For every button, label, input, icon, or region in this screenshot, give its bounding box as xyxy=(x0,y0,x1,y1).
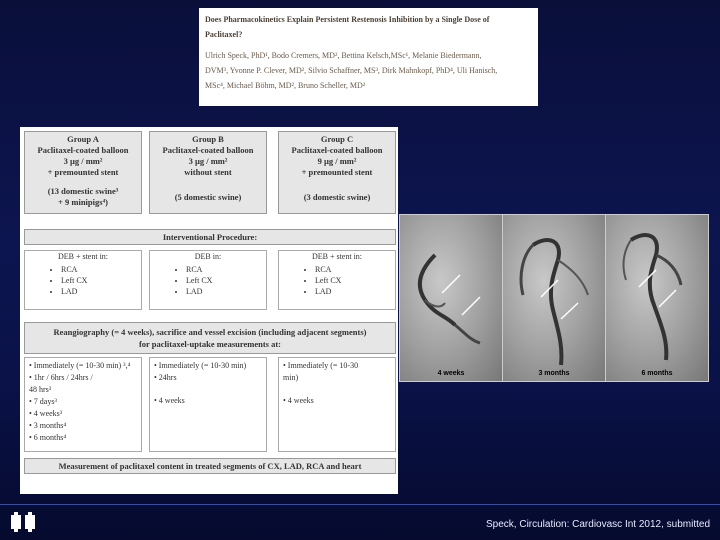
procedure-item: • RCA xyxy=(186,264,266,275)
procedure-item: • Left CX xyxy=(61,275,141,286)
institution-logo-icon xyxy=(10,512,38,532)
procedure-item: • LAD xyxy=(186,286,266,297)
paper-title xyxy=(205,12,532,42)
timepoint-item: • 4 weeks³ xyxy=(29,409,63,418)
timepoint-item: • 6 months⁴ xyxy=(29,433,67,442)
procedure-head: DEB + stent in: xyxy=(57,252,109,261)
interventional-procedure-bar: Interventional Procedure: xyxy=(24,229,396,245)
timepoint-item: • Immediately (= 10-30 xyxy=(283,361,359,370)
group-c-box xyxy=(278,131,396,214)
title-line-1: Does Pharmacokinetics Explain Persistent Restenosis Inhibition by a Single Dose of xyxy=(205,15,490,24)
authors-line-1: Ulrich Speck, PhD¹, Bodo Cremers, MD², Bettina Kelsch,MSc¹, Melanie Biedermann, xyxy=(205,51,482,60)
procedure-column-a xyxy=(24,250,142,310)
procedure-item: • RCA xyxy=(315,264,395,275)
procedure-item: • LAD xyxy=(61,286,141,297)
group-line: Paclitaxel-coated balloon xyxy=(162,145,254,155)
paper-title-card xyxy=(199,8,538,106)
vessel-drawing xyxy=(606,215,708,381)
group-line: + premounted stent xyxy=(301,167,373,177)
procedure-head: DEB in: xyxy=(194,252,222,261)
angiogram-label: 6 months xyxy=(641,370,673,377)
timepoint-item: • Immediately (= 10-30 min) ³,⁴ xyxy=(29,361,131,370)
vessel-drawing xyxy=(503,215,606,381)
timepoints-column-a xyxy=(24,357,142,452)
group-name: Group B xyxy=(192,134,224,144)
group-line: Paclitaxel-coated balloon xyxy=(37,145,129,155)
timepoint-item: min) xyxy=(283,373,299,382)
procedure-item: • Left CX xyxy=(186,275,266,286)
authors-line-3: MSc⁴, Michael Böhm, MD², Bruno Scheller, MD² xyxy=(205,81,366,90)
group-line: 3 µg / mm² xyxy=(63,156,103,166)
procedure-column-c xyxy=(278,250,396,310)
group-line: + premounted stent xyxy=(47,167,119,177)
footer-divider xyxy=(0,504,720,505)
timepoints-column-c xyxy=(278,357,396,452)
group-line: without stent xyxy=(184,167,232,177)
group-line: 9 µg / mm² xyxy=(317,156,357,166)
reangiography-line-2: for paclitaxel-uptake measurements at: xyxy=(138,339,282,349)
angiogram-3-months xyxy=(503,215,606,381)
angiogram-label: 3 months xyxy=(538,370,570,377)
reangiography-bar xyxy=(24,322,396,354)
group-animals: (5 domestic swine) xyxy=(174,192,242,202)
authors-line-2: DVM³, Yvonne P. Clever, MD², Silvio Schaffner, MS³, Dirk Mahnkopf, PhD⁴, Uli Hanisch, xyxy=(205,66,498,75)
procedure-column-b xyxy=(149,250,267,310)
procedure-item: • Left CX xyxy=(315,275,395,286)
timepoint-item: • 24hrs xyxy=(154,373,177,382)
procedure-item: • RCA xyxy=(61,264,141,275)
title-line-2: Paclitaxel? xyxy=(205,30,243,39)
angiogram-label: 4 weeks xyxy=(437,370,465,377)
angiogram-4-weeks xyxy=(400,215,503,381)
citation-text: Speck, Circulation: Cardiovasc Int 2012, submitted xyxy=(486,519,710,530)
vessel-drawing xyxy=(400,215,503,381)
procedure-head: DEB + stent in: xyxy=(311,252,363,261)
timepoint-item: • 3 months⁴ xyxy=(29,421,67,430)
group-b-box xyxy=(149,131,267,214)
timepoint-item: • 4 weeks xyxy=(283,396,314,405)
timepoint-item: 48 hrs³ xyxy=(29,385,52,394)
group-line: Paclitaxel-coated balloon xyxy=(291,145,383,155)
measurement-bar: Measurement of paclitaxel content in treated segments of CX, LAD, RCA and heart xyxy=(24,458,396,474)
procedure-item: • LAD xyxy=(315,286,395,297)
group-animals: (13 domestic swine³ xyxy=(47,186,119,196)
group-name: Group C xyxy=(320,134,354,144)
paper-authors xyxy=(205,48,532,93)
timepoint-item: • Immediately (= 10-30 min) xyxy=(154,361,247,370)
group-animals: + 9 minipigs⁴) xyxy=(58,197,108,207)
angiogram-6-months xyxy=(606,215,708,381)
reangiography-line-1: Reangiography (= 4 weeks), sacrifice and vessel excision (including adjacent segments) xyxy=(53,327,367,337)
timepoint-item: • 4 weeks xyxy=(154,396,185,405)
group-name: Group A xyxy=(67,134,99,144)
angiography-images xyxy=(399,214,709,382)
timepoint-item: • 7 days³ xyxy=(29,397,57,406)
timepoint-item: • 1hr / 6hrs / 24hrs / xyxy=(29,373,93,382)
timepoints-column-b xyxy=(149,357,267,452)
group-animals: (3 domestic swine) xyxy=(303,192,371,202)
study-flowchart xyxy=(20,127,398,494)
group-a-box xyxy=(24,131,142,214)
group-line: 3 µg / mm² xyxy=(188,156,228,166)
